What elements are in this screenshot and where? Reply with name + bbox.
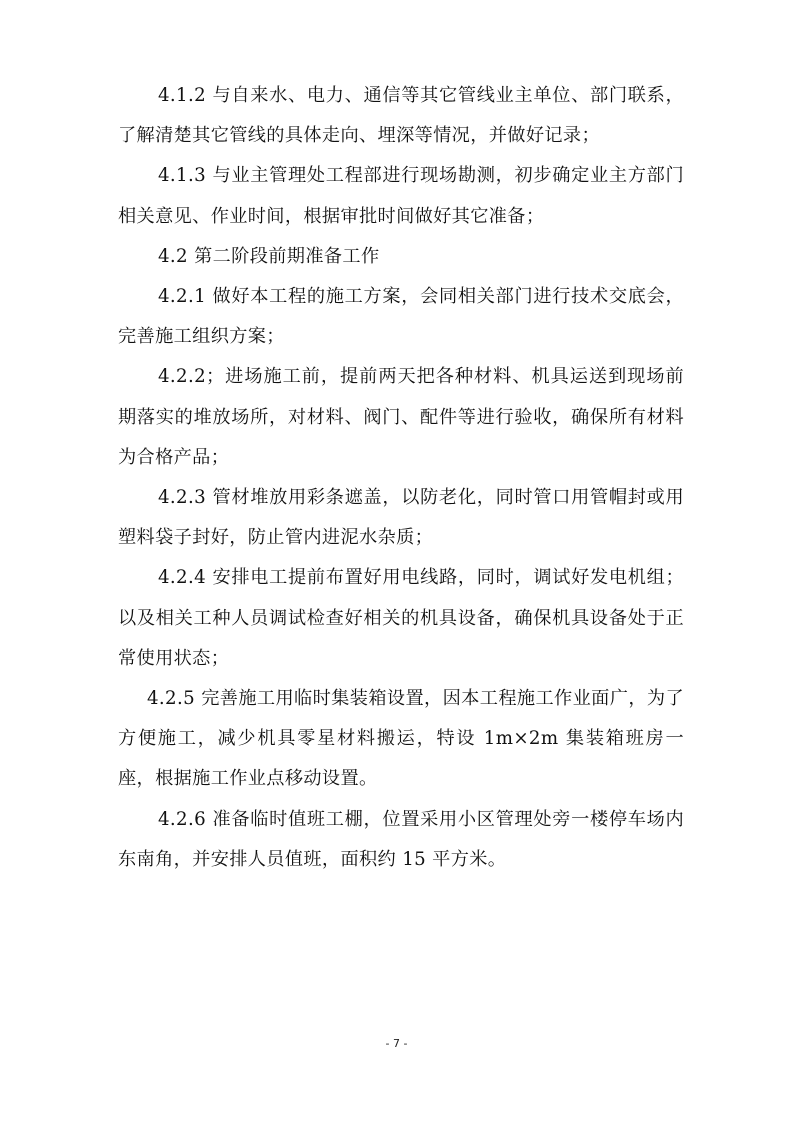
paragraph-4-2-4: 4.2.4 安排电工提前布置好用电线路，同时，调试好发电机组；以及相关工种人员调试检查好相关的机具设备，确保机具设备处于正常使用状态；	[118, 567, 684, 669]
paragraph-4-2-6: 4.2.6 准备临时值班工棚，位置采用小区管理处旁一楼停车场内东南角，并安排人员值班，面积约 15 平方米。	[118, 808, 684, 870]
paragraph-4-1-2: 4.1.2 与自来水、电力、通信等其它管线业主单位、部门联系，了解清楚其它管线的具体走向、埋深等情况，并做好记录；	[118, 85, 684, 147]
paragraph-4-2-3: 4.2.3 管材堆放用彩条遮盖，以防老化，同时管口用管帽封或用塑料袋子封好，防止管内进泥水杂质；	[118, 487, 684, 549]
section-heading-4-2: 4.2 第二阶段前期准备工作	[158, 245, 380, 267]
document-body	[118, 76, 684, 880]
paragraph-4-2-2: 4.2.2；进场施工前，提前两天把各种材料、机具运送到现场前期落实的堆放场所，对材料、阀门、配件等进行验收，确保所有材料为合格产品；	[118, 366, 684, 468]
paragraph-4-2-1: 4.2.1 做好本工程的施工方案，会同相关部门进行技术交底会，完善施工组织方案；	[118, 286, 684, 348]
paragraph-4-2-5: 4.2.5 完善施工用临时集装箱设置，因本工程施工作业面广，为了方便施工，减少机具零星材料搬运，特设 1m×2m 集装箱班房一座，根据施工作业点移动设置。	[118, 688, 684, 790]
paragraph-4-1-3: 4.1.3 与业主管理处工程部进行现场勘测，初步确定业主方部门相关意见、作业时间，根据审批时间做好其它准备；	[118, 165, 684, 227]
page-number: - 7 -	[385, 1037, 408, 1050]
